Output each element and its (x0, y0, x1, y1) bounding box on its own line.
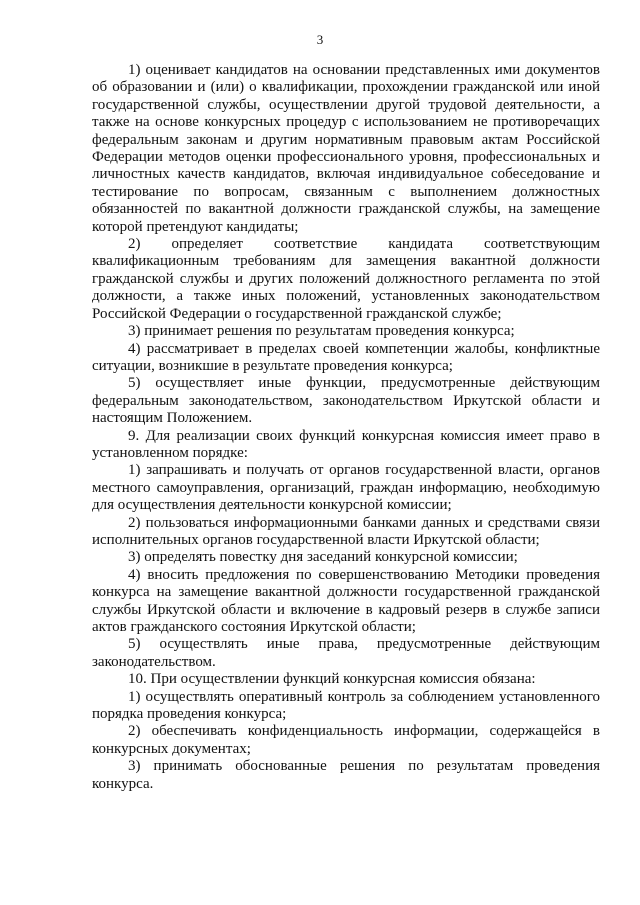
clause-9-item-5: 5) осуществлять иные права, предусмотренные действующим законодательством. (92, 636, 600, 670)
document-body (92, 62, 600, 793)
clause-10-item-1: 1) осуществлять оперативный контроль за соблюдением установленного порядка проведения конкурса; (92, 688, 600, 723)
clause-9-item-1: 1) запрашивать и получать от органов государственной власти, органов местного самоуправления, организаций, граждан информацию, необходимую для осуществления деятельности конкурсной комиссии; (92, 462, 600, 514)
clause-8-item-5: 5) осуществляет иные функции, предусмотренные действующим федеральным законодательством, законодательством Иркутской области и настоящим Положением. (92, 375, 600, 427)
clause-9-item-2: 2) пользоваться информационными банками данных и средствами связи исполнительных органов государственной власти Иркутской области; (92, 514, 600, 548)
page-number: 3 (316, 32, 324, 47)
clause-10-heading: 10. При осуществлении функций конкурсная комиссия обязана: (128, 671, 536, 688)
clause-8-item-3: 3) принимает решения по результатам проведения конкурса; (128, 323, 515, 340)
clause-9-heading: 9. Для реализации своих функций конкурсная комиссия имеет право в установленном порядке: (92, 427, 600, 461)
clause-10-item-3: 3) принимать обоснованные решения по результатам проведения конкурса. (92, 758, 600, 792)
clause-10-item-2: 2) обеспечивать конфиденциальность информации, содержащейся в конкурсных документах; (92, 723, 600, 757)
clause-8-item-2: 2) определяет соответствие кандидата соответствующим квалификационным требованиям для замещения вакантной должности гражданской службы и других положений должностного регламента по этой должности, а также иных положений, установленных законодательством Российской Федерации о государственной гражданской службе; (92, 236, 600, 322)
clause-8-item-4: 4) рассматривает в пределах своей компетенции жалобы, конфликтные ситуации, возникшие в результате проведения конкурса; (92, 340, 600, 374)
clause-9-item-4: 4) вносить предложения по совершенствованию Методики проведения конкурса на замещение вакантной должности государственной гражданской службы Иркутской области и включение в кадровый резерв в службе записи актов гражданского состояния Иркутской области; (92, 566, 600, 635)
clause-8-item-1: 1) оценивает кандидатов на основании представленных ими документов об образовании и (или) о квалификации, прохождении гражданской или иной государственной службы, осуществлении другой трудовой деятельности, а также на основе конкурсных процедур с использованием не противоречащих федеральным законам и другим нормативным правовым актам Российской Федерации методов оценки профессионального уровня, профессиональных и личностных качеств кандидатов, включая индивидуальное собеседование и тестирование по вопросам, связанным с выполнением должностных обязанностей по вакантной должности гражданской службы, на замещение которой претендуют кандидаты; (92, 62, 600, 235)
clause-9-item-3: 3) определять повестку дня заседаний конкурсной комиссии; (128, 549, 518, 566)
